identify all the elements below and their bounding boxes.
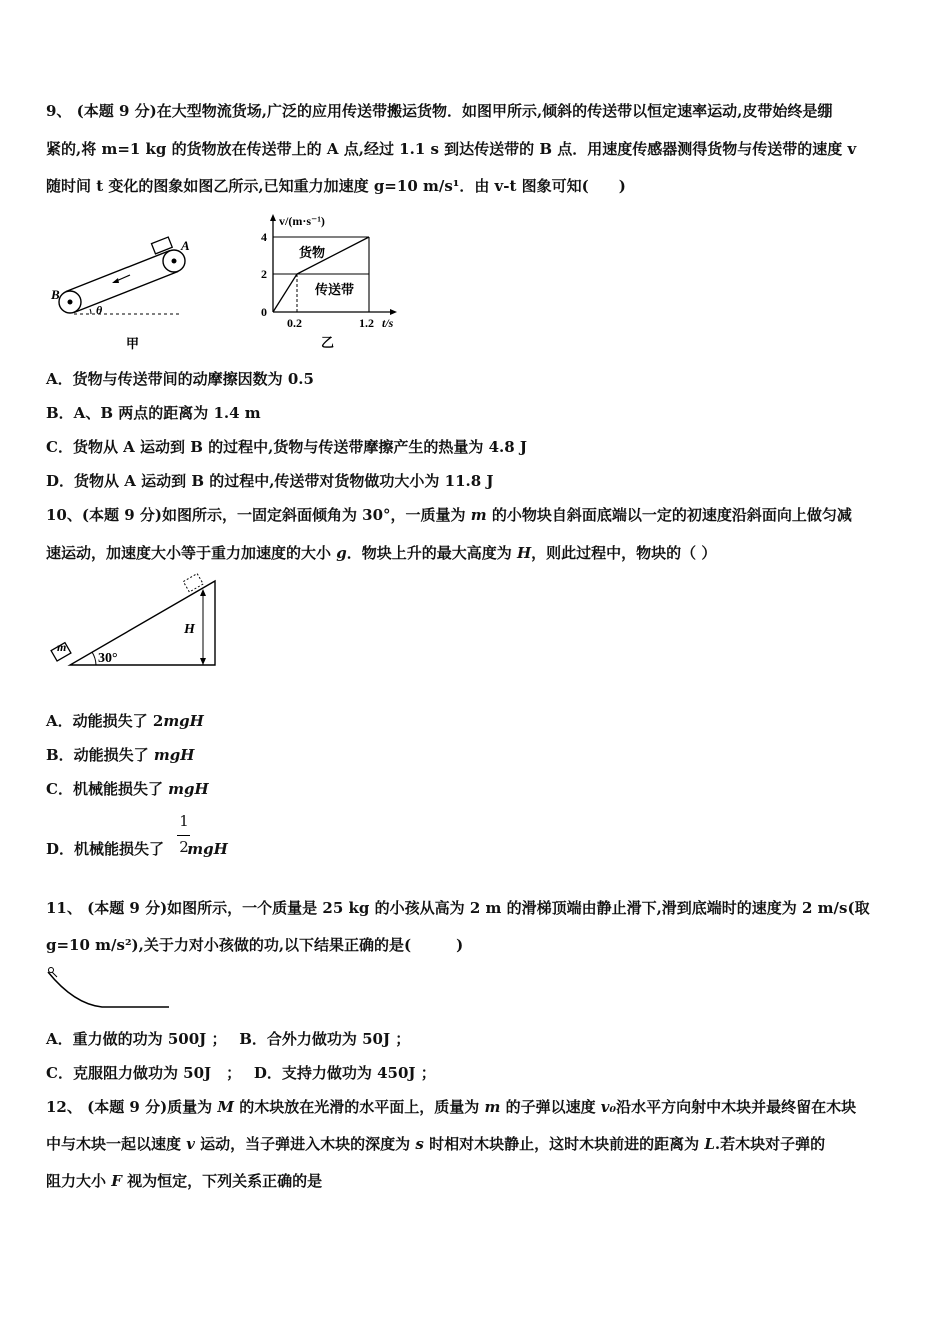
fraction-numerator: 1	[179, 812, 189, 830]
y-axis-label: v/(m·s⁻¹)	[279, 214, 325, 228]
slide-figure	[44, 964, 174, 1012]
q9-option-b: B．A、B 两点的距离为 1.4 m	[46, 404, 261, 422]
q9-option-c: C．货物从 A 运动到 B 的过程中,货物与传送带摩擦产生的热量为 4.8 J	[46, 438, 528, 456]
caption-yi: 乙	[321, 335, 335, 350]
label-a: A	[181, 238, 190, 253]
q9-option-a: A．货物与传送带间的动摩擦因数为 0.5	[46, 370, 314, 388]
label-m: m	[57, 640, 67, 654]
q10-option-d: D．机械能损失了 mgH	[46, 840, 228, 858]
label-b: B	[51, 287, 60, 302]
q10-option-c: C．机械能损失了 mgH	[46, 780, 209, 798]
fraction-bar	[177, 835, 190, 836]
label-30deg: 30°	[98, 651, 118, 666]
x-axis-label: t/s	[382, 316, 394, 330]
label-belt: 传送带	[315, 282, 355, 297]
q11-line2: g=10 m/s²),关于力对小孩做的功,以下结果正确的是( )	[46, 936, 464, 954]
tick-0: 0	[261, 305, 267, 319]
incline-figure	[50, 573, 225, 673]
slide-curve	[48, 972, 169, 1007]
tick-2: 2	[261, 267, 267, 281]
child-figure	[49, 968, 54, 973]
q12-line1: 12、 (本题 9 分)质量为 M 的木块放在光滑的水平面上，质量为 m 的子弹以速度 v₀沿水平方向射中木块并最终留在木块	[46, 1098, 857, 1116]
q9-line3: 随时间 t 变化的图象如图乙所示,已知重力加速度 g=10 m/s¹．由 v-t 图象可知( )	[46, 177, 626, 195]
fraction-denominator: 2	[179, 838, 189, 856]
label-theta: θ	[96, 303, 103, 317]
caption-jia: 甲	[126, 336, 140, 351]
q11-options-ab: A．重力做的功为 500J ； B．合外力做功为 50J ；	[46, 1030, 411, 1048]
vt-graph	[255, 210, 415, 355]
q10-line1: 10、(本题 9 分)如图所示，一固定斜面倾角为 30°，一质量为 m 的小物块自斜面底端以一定的初速度沿斜面向上做匀减	[46, 506, 852, 524]
q10-option-b: B．动能损失了 mgH	[46, 746, 195, 764]
conveyor-belt-figure	[46, 228, 196, 354]
q12-line2: 中与木块一起以速度 v 运动，当子弹进入木块的深度为 s 时相对木块静止，这时木块前进的距离为 L.若木块对子弹的	[46, 1135, 826, 1153]
q10-option-a: A．动能损失了 2mgH	[46, 712, 204, 730]
q11-options-cd: C．克服阻力做功为 50J ； D．支持力做功为 450J ；	[46, 1064, 436, 1082]
q10-line2: 速运动，加速度大小等于重力加速度的大小 g．物块上升的最大高度为 H，则此过程中，物块的（ ）	[46, 544, 717, 562]
q9-option-d: D．货物从 A 运动到 B 的过程中,传送带对货物做功大小为 11.8 J	[46, 472, 494, 490]
label-cargo: 货物	[299, 245, 326, 260]
q9-line1: 9、 (本题 9 分)在大型物流货场,广泛的应用传送带搬运货物．如图甲所示,倾斜的传送带以恒定速率运动,皮带始终是绷	[46, 102, 833, 120]
tick-4: 4	[261, 230, 267, 244]
tick-0-2: 0.2	[287, 316, 302, 330]
q12-line3: 阻力大小 F 视为恒定，下列关系正确的是	[46, 1172, 323, 1190]
tick-1-2: 1.2	[359, 316, 374, 330]
q9-line2: 紧的,将 m=1 kg 的货物放在传送带上的 A 点,经过 1.1 s 到达传送带的 B 点．用速度传感器测得货物与传送带的速度 v	[46, 140, 857, 158]
label-h: H	[184, 622, 195, 637]
q11-line1: 11、 (本题 9 分)如图所示，一个质量是 25 kg 的小孩从高为 2 m 的滑梯顶端由静止滑下,滑到底端时的速度为 2 m/s(取	[46, 899, 870, 917]
